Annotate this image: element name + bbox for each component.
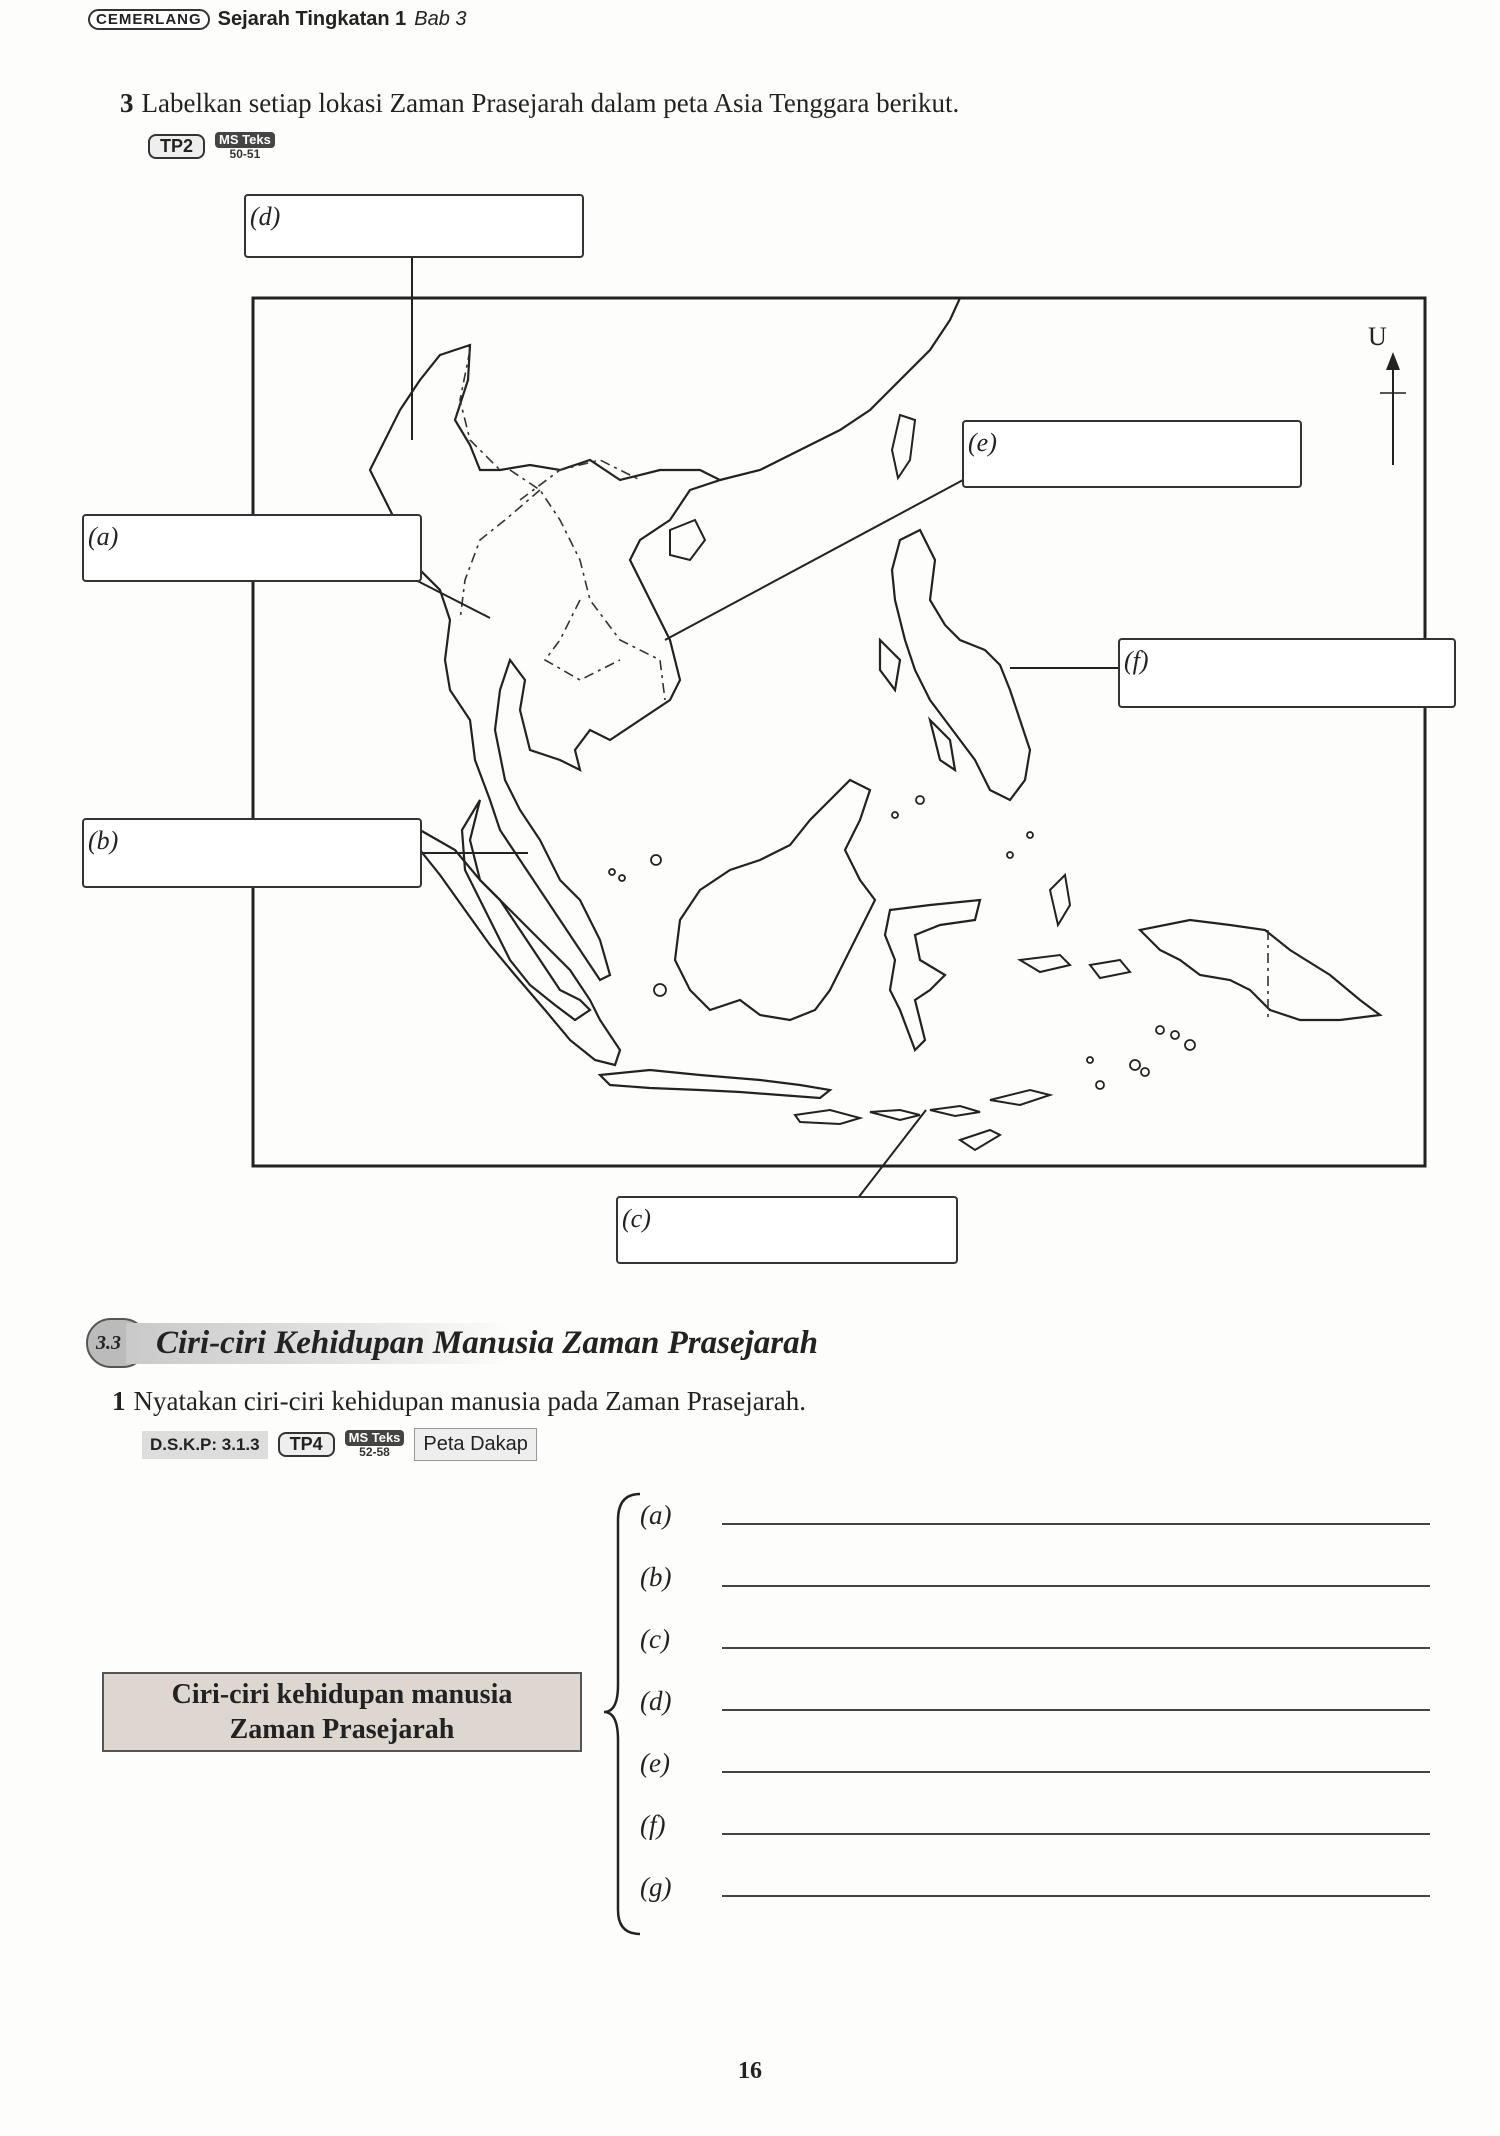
- label-box-d[interactable]: [244, 194, 584, 258]
- answer-label: (f): [640, 1810, 666, 1840]
- ms-teks-pages: 52-58: [359, 1445, 390, 1460]
- answer-label: (b): [640, 1562, 672, 1592]
- section-number: 3.3: [86, 1318, 148, 1368]
- answer-row-f[interactable]: [640, 1810, 1430, 1841]
- ms-teks-label: MS Teks: [215, 132, 275, 148]
- label-b: (b): [88, 826, 119, 855]
- answer-label: (a): [640, 1500, 672, 1530]
- ms-teks-pages: 50-51: [229, 147, 261, 162]
- answer-line[interactable]: [722, 1584, 1430, 1587]
- small-islands: [609, 796, 1195, 1089]
- ms-teks-label: MS Teks: [345, 1430, 405, 1446]
- taiwan-island: [892, 415, 915, 478]
- section-title: Ciri-ciri Kehidupan Manusia Zaman Prasejarah: [126, 1323, 826, 1364]
- hainan-island: [670, 520, 705, 560]
- label-box-c[interactable]: [616, 1196, 958, 1264]
- new-guinea-island: [1140, 920, 1380, 1020]
- label-c: (c): [622, 1204, 651, 1233]
- ciri-box-line-1: Ciri-ciri kehidupan manusia: [171, 1679, 513, 1710]
- book-title: Sejarah Tingkatan 1: [217, 8, 407, 30]
- answer-row-a[interactable]: [640, 1500, 1430, 1531]
- answer-label: (c): [640, 1624, 670, 1654]
- answer-row-d[interactable]: [640, 1686, 1430, 1717]
- question-1: [112, 1386, 806, 1417]
- country-borders: [460, 350, 665, 700]
- answer-label: (g): [640, 1872, 672, 1902]
- moluccas-islands: [1020, 875, 1130, 978]
- label-f: (f): [1124, 646, 1149, 675]
- section-heading: [86, 1318, 826, 1368]
- ms-teks-badge: [345, 1430, 405, 1459]
- north-label: U: [1368, 322, 1387, 351]
- china-coast: [720, 298, 960, 480]
- answer-row-c[interactable]: [640, 1624, 1430, 1655]
- question-number: 1: [112, 1386, 126, 1416]
- sulawesi-island: [885, 900, 980, 1050]
- answer-line[interactable]: [722, 1522, 1430, 1525]
- question-1-tags: [142, 1428, 537, 1461]
- answer-label: (d): [640, 1686, 672, 1716]
- question-number: 3: [120, 88, 134, 118]
- label-box-f[interactable]: [1118, 638, 1456, 708]
- label-box-b[interactable]: [82, 818, 422, 888]
- dskp-badge: D.S.K.P: 3.1.3: [142, 1431, 268, 1459]
- answer-line[interactable]: [722, 1708, 1430, 1711]
- lesser-sunda-islands: [795, 1090, 1050, 1150]
- publisher-logo: CEMERLANG: [88, 9, 210, 30]
- peta-dakap-badge: Peta Dakap: [414, 1428, 537, 1461]
- sumatra-island: [420, 830, 620, 1065]
- java-island: [600, 1070, 830, 1098]
- label-box-a[interactable]: [82, 514, 422, 582]
- ciri-kehidupan-box: [102, 1672, 582, 1752]
- mainland-coast: [370, 345, 720, 980]
- label-box-e[interactable]: [962, 420, 1302, 488]
- answer-line[interactable]: [722, 1646, 1430, 1649]
- answer-row-g[interactable]: [640, 1872, 1430, 1903]
- chapter-label: Bab 3: [414, 8, 467, 30]
- answer-label: (e): [640, 1748, 670, 1778]
- answer-row-b[interactable]: [640, 1562, 1430, 1593]
- answer-line[interactable]: [722, 1832, 1430, 1835]
- label-a: (a): [88, 522, 119, 551]
- answer-line[interactable]: [722, 1894, 1430, 1897]
- north-arrow-head: [1386, 352, 1400, 370]
- tp-badge: TP4: [278, 1432, 335, 1457]
- answer-line[interactable]: [722, 1770, 1430, 1773]
- label-d: (d): [250, 202, 281, 231]
- question-text: Labelkan setiap lokasi Zaman Prasejarah dalam peta Asia Tenggara berikut.: [141, 88, 960, 118]
- label-e: (e): [968, 428, 997, 457]
- question-text: Nyatakan ciri-ciri kehidupan manusia pada Zaman Prasejarah.: [133, 1386, 806, 1416]
- ciri-box-line-2: Zaman Prasejarah: [229, 1714, 455, 1745]
- page-number: 16: [738, 2058, 762, 2084]
- philippines-islands: [880, 530, 1030, 800]
- answer-row-e[interactable]: [640, 1748, 1430, 1779]
- tp-badge: TP2: [148, 134, 205, 159]
- leader-lines: [400, 258, 1120, 1198]
- borneo-island: [675, 780, 875, 1020]
